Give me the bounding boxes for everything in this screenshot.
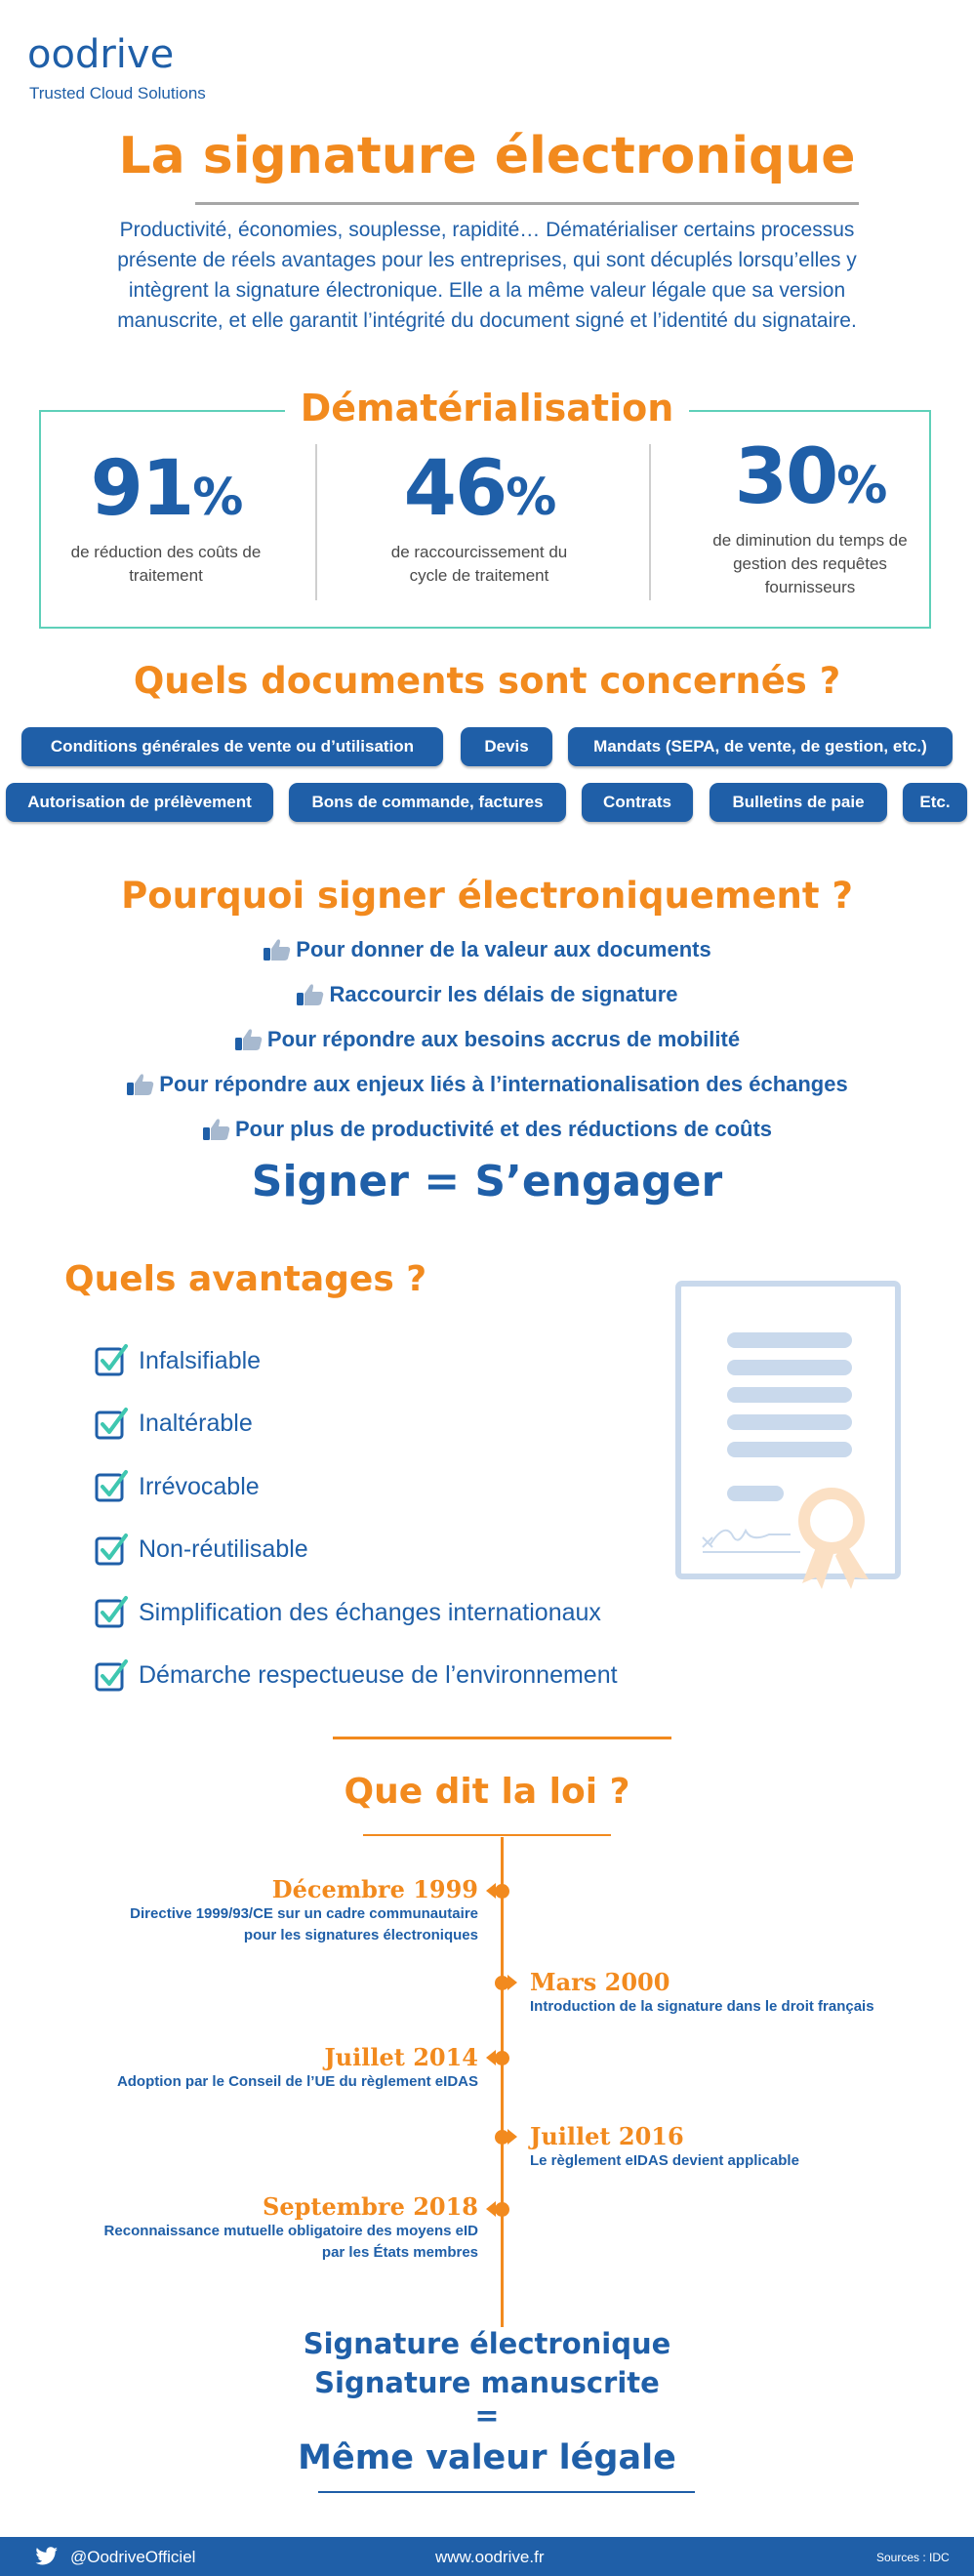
event-text: Introduction de la signature dans le droit français [530,1998,874,2015]
thumbs-up-icon [126,1072,155,1097]
list-item [94,1519,618,1582]
doc-pill: Conditions générales de vente ou d’utilisation [21,727,443,766]
timeline-event [117,2043,478,2093]
website-link[interactable]: www.oodrive.fr [435,2548,545,2566]
stat-value: 46 [403,445,507,533]
signer-tagline: Signer = S’engager [251,1157,723,1206]
stat-1 [49,445,283,588]
timeline-event [130,1875,478,1946]
checkbox-checked-icon [94,1469,129,1504]
doc-pill: Mandats (SEPA, de vente, de gestion, etc.) [568,727,953,766]
avantages-title: Quels avantages ? [64,1259,427,1299]
list-item [94,1329,618,1393]
doc-pill: Bulletins de paie [710,783,887,822]
event-text: par les États membres [321,2244,478,2261]
tagline: Trusted Cloud Solutions [29,84,206,102]
doc-pill: Autorisation de prélèvement [6,783,273,822]
checkbox-checked-icon [94,1658,129,1694]
pourquoi-title: Pourquoi signer électroniquement ? [121,875,853,917]
documents-title: Quels documents sont concernés ? [133,660,841,702]
timeline-dot [495,1884,509,1899]
stat-desc: de raccourcissement du cycle de traitement [390,543,568,585]
thumbs-up-icon [263,937,292,962]
list-item [94,1581,618,1645]
timeline-arrow [486,1883,496,1899]
title-divider [195,202,859,205]
twitter-icon[interactable] [35,2547,59,2566]
stat-unit: % [836,457,886,515]
timeline-event [530,1968,874,2018]
stat-unit: % [192,469,242,527]
signed-document-illustration [673,1279,908,1591]
conclusion-line-1: Signature électronique [303,2327,671,2360]
checkbox-checked-icon [94,1595,129,1630]
event-date: Décembre 1999 [271,1875,478,1903]
list-item-label: Simplification des échanges internationaux [139,1598,601,1626]
stat-desc: de réduction des coûts de traitement [70,543,262,585]
conclusion-line-3: Même valeur légale [298,2438,676,2477]
list-item-label: Démarche respectueuse de l’environnement [139,1661,618,1690]
stat-divider [649,444,651,600]
list-item [94,1645,618,1708]
event-date: Juillet 2016 [530,2122,684,2150]
section-divider [333,1737,671,1739]
list-item [94,1393,618,1456]
checkbox-checked-icon [94,1533,129,1568]
timeline-arrow [486,2201,496,2217]
stat-divider [315,444,317,600]
stat-2 [357,445,601,588]
twitter-handle-link[interactable]: @OodriveOfficiel [70,2548,196,2566]
footer [0,2537,974,2576]
list-item-label: Irrévocable [139,1472,260,1500]
loi-title: Que dit la loi ? [344,1772,630,1812]
event-text: Le règlement eIDAS devient applicable [530,2152,799,2169]
event-text: Directive 1999/93/CE sur un cadre communautaire [130,1905,478,1922]
list-item-label: Pour répondre aux enjeux liés à l’internationalisation des échanges [159,1072,848,1096]
timeline-arrow [486,2050,496,2065]
conclusion-line-2: Signature manuscrite [314,2366,660,2399]
list-item-label: Pour plus de productivité et des réductions de coûts [234,1117,773,1141]
checkbox-checked-icon [94,1343,129,1378]
stat-value: 91 [90,445,193,533]
timeline-dot [495,2202,509,2217]
logo: oodrive [27,32,175,77]
timeline-line [501,1837,504,2327]
list-item-label: Non-réutilisable [139,1535,308,1564]
list-item [0,972,974,1017]
event-text: Adoption par le Conseil de l’UE du règlement eIDAS [116,2073,478,2090]
timeline-dot [495,2051,509,2065]
avantages-list [94,1329,618,1707]
conclusion-underline [318,2491,695,2493]
list-item [0,1107,974,1152]
timeline-arrow [507,1975,517,1990]
thumbs-up-icon [202,1117,231,1142]
list-item [0,927,974,972]
list-item-label: Raccourcir les délais de signature [329,982,678,1006]
timeline-event [104,2192,478,2264]
event-date: Septembre 2018 [263,2192,478,2221]
doc-pill: Devis [461,727,552,766]
event-date: Juillet 2014 [324,2043,478,2071]
title-underline [363,1834,611,1836]
list-item-label: Pour donner de la valeur aux documents [296,937,711,961]
event-text: pour les signatures électroniques [243,1927,478,1943]
list-item-label: Infalsifiable [139,1346,262,1374]
stat-3 [683,433,937,599]
doc-pill: Contrats [582,783,693,822]
event-date: Mars 2000 [530,1968,670,1996]
sources-label: Sources : IDC [876,2551,950,2564]
list-item-label: Inaltérable [139,1410,253,1438]
stat-value: 30 [734,433,837,521]
dematerialisation-title: Dématérialisation [300,387,674,429]
list-item [94,1455,618,1519]
conclusion-equals: = [474,2399,500,2433]
doc-pill: Bons de commande, factures [289,783,566,822]
page-title: La signature électronique [118,127,856,185]
pourquoi-list [0,927,974,1152]
doc-pill: Etc. [903,783,967,822]
list-item-label: Pour répondre aux besoins accrus de mobilité [266,1027,741,1051]
stat-unit: % [506,469,555,527]
thumbs-up-icon [296,982,325,1007]
thumbs-up-icon [234,1027,264,1052]
timeline-event [530,2122,799,2172]
timeline-arrow [507,2129,517,2145]
checkbox-checked-icon [94,1407,129,1442]
list-item [0,1017,974,1062]
stat-desc: de diminution du temps de gestion des requêtes fournisseurs [712,531,908,596]
event-text: Reconnaissance mutuelle obligatoire des moyens eID [103,2223,478,2239]
intro-paragraph: Productivité, économies, souplesse, rapidité… Dématérialiser certains processus présente de réels avantages pour les entreprises, qui sont décuplés lorsqu’elles y intègrent la signature électronique. Elle a la même valeur légale que sa version manuscrite, et elle garantit l’intégrité du document signé et l’identité du signataire. [117,219,857,332]
list-item [0,1062,974,1107]
